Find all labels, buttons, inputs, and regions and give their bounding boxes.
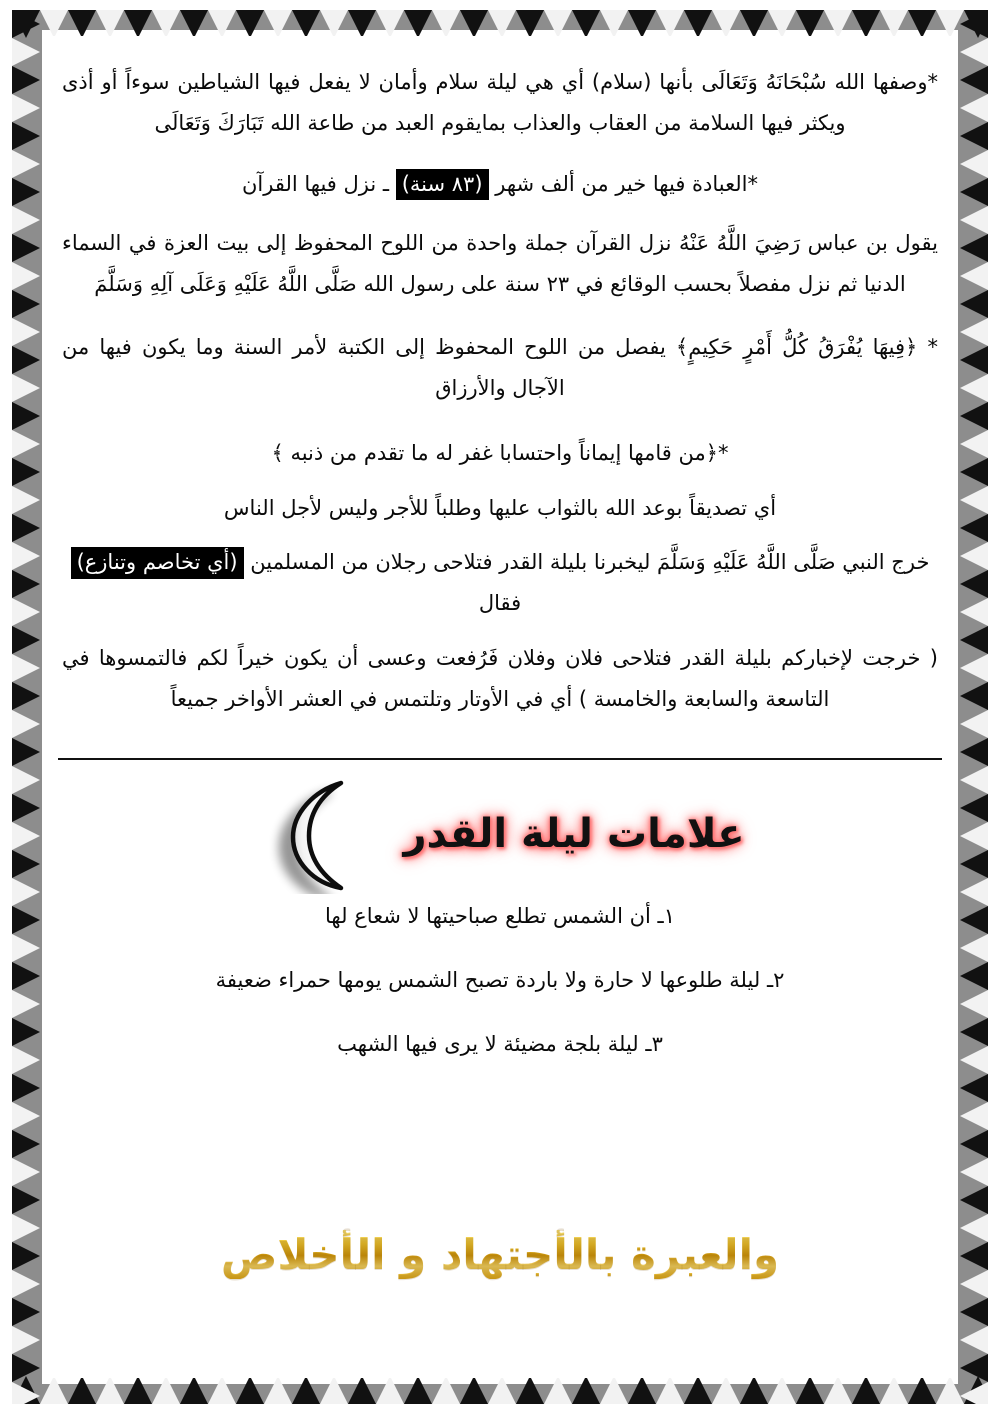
border-triangle: [12, 1046, 40, 1074]
border-triangle: [12, 542, 40, 570]
border-triangle: [12, 514, 40, 542]
border-triangle: [628, 10, 656, 38]
border-triangle: [12, 318, 40, 346]
border-triangle: [208, 1376, 236, 1404]
border-triangle: [572, 1376, 600, 1404]
border-triangle: [488, 10, 516, 38]
crescent-moon-svg: [255, 774, 375, 894]
border-triangle: [960, 794, 988, 822]
border-triangle: [960, 682, 988, 710]
border-triangle: [960, 654, 988, 682]
border-triangle: [124, 1376, 152, 1404]
paragraph-6-text: أي تصديقاً بوعد الله بالثواب عليها وطلباً للأجر وليس لأجل الناس: [223, 495, 777, 520]
border-triangle: [12, 346, 40, 374]
border-triangle: [960, 234, 988, 262]
border-triangle: [12, 1298, 40, 1326]
list-item: [48, 904, 952, 928]
border-triangle: [68, 1376, 96, 1404]
border-triangle: [12, 962, 40, 990]
border-triangle: [12, 458, 40, 486]
border-triangle: [12, 626, 40, 654]
border-triangle: [488, 1376, 516, 1404]
border-triangle: [12, 66, 40, 94]
border-triangle: [824, 1376, 852, 1404]
border-triangle: [12, 374, 40, 402]
border-triangle: [712, 10, 740, 38]
border-triangle: [12, 1354, 40, 1382]
border-triangle: [960, 934, 988, 962]
border-triangle: [960, 878, 988, 906]
border-triangle: [208, 10, 236, 38]
border-triangle: [264, 10, 292, 38]
paragraph-1-text: *وصفها الله سُبْحَانَهُ وَتَعَالَى بأنها (سلام) أي هي ليلة سلام وأمان لا يفعل فيها الشياطين سوءاً أو أذى ويكثر فيها السلامة من العقاب والعذاب بمايقوم العبد من طاعة الله تَبَارَكَ وَتَعَالَى: [62, 70, 938, 135]
border-triangle: [96, 1376, 124, 1404]
border-triangle: [740, 10, 768, 38]
border-triangle: [960, 514, 988, 542]
border-triangles-left: [12, 10, 42, 1404]
list-item-marker-3: ٣ـ: [645, 1032, 663, 1056]
border-triangle: [628, 1376, 656, 1404]
border-triangle: [960, 710, 988, 738]
border-triangle: [960, 290, 988, 318]
border-triangle: [12, 1130, 40, 1158]
border-triangle: [960, 430, 988, 458]
border-triangle: [960, 990, 988, 1018]
border-triangle: [96, 10, 124, 38]
highlight-box-dispute: (أي تخاصم وتنازع): [71, 547, 244, 578]
border-triangle: [12, 10, 40, 38]
border-triangle: [960, 1046, 988, 1074]
border-triangle: [960, 906, 988, 934]
border-triangle: [12, 710, 40, 738]
signs-list: [48, 904, 952, 1096]
border-triangle: [960, 402, 988, 430]
border-triangle: [460, 10, 488, 38]
border-triangle: [12, 794, 40, 822]
list-item: [48, 1032, 952, 1056]
border-triangle: [796, 1376, 824, 1404]
border-triangle: [960, 626, 988, 654]
section-title: علامات ليلة القدر: [403, 811, 745, 857]
border-triangle: [960, 962, 988, 990]
border-triangle: [320, 10, 348, 38]
border-triangle: [960, 318, 988, 346]
list-item-text-2: ليلة طلوعها لا حارة ولا باردة تصبح الشمس يومها حمراء ضعيفة: [215, 968, 761, 992]
border-triangle: [12, 122, 40, 150]
border-triangle: [320, 1376, 348, 1404]
border-triangle: [12, 850, 40, 878]
border-triangle: [960, 486, 988, 514]
border-triangle: [960, 38, 988, 66]
border-triangle: [960, 1018, 988, 1046]
border-triangle: [960, 1298, 988, 1326]
border-triangle: [880, 10, 908, 38]
border-triangle: [960, 598, 988, 626]
border-triangle: [960, 66, 988, 94]
border-triangle: [960, 822, 988, 850]
border-triangle: [12, 822, 40, 850]
border-triangle: [960, 1326, 988, 1354]
border-triangles-right: [958, 10, 988, 1404]
border-triangle: [236, 10, 264, 38]
border-triangle: [376, 10, 404, 38]
border-triangle: [824, 10, 852, 38]
border-triangle: [40, 10, 68, 38]
border-triangle: [12, 486, 40, 514]
highlight-box-83-years: (٨٣ سنة): [396, 169, 489, 200]
border-triangle: [12, 990, 40, 1018]
border-triangle: [12, 1242, 40, 1270]
border-triangle: [960, 1102, 988, 1130]
border-triangle: [12, 738, 40, 766]
border-triangle: [460, 1376, 488, 1404]
border-triangle: [960, 1074, 988, 1102]
border-triangle: [960, 374, 988, 402]
paragraph-1: [48, 62, 952, 144]
paragraph-4-text: * ﴿فِيهَا يُفْرَقُ كُلُّ أَمْرٍ حَكِيمٍ﴾ يفصل من اللوح المحفوظ إلى الكتبة لأمر السنة وما يكون فيها من الآجال والأرزاق: [62, 334, 938, 400]
border-triangle: [544, 10, 572, 38]
list-item-text-3: ليلة بلجة مضيئة لا يرى فيها الشهب: [337, 1032, 639, 1056]
border-triangle: [960, 1130, 988, 1158]
border-triangle: [12, 262, 40, 290]
border-triangle: [68, 10, 96, 38]
border-triangle: [960, 1382, 988, 1404]
border-triangle: [656, 1376, 684, 1404]
border-triangle: [908, 10, 936, 38]
border-triangle: [12, 94, 40, 122]
paragraph-5: [48, 433, 952, 474]
border-triangle: [12, 934, 40, 962]
border-triangle: [852, 10, 880, 38]
border-triangle: [516, 10, 544, 38]
border-triangle: [740, 1376, 768, 1404]
border-triangle: [12, 1158, 40, 1186]
border-triangle: [376, 1376, 404, 1404]
paragraph-3: [48, 223, 952, 305]
border-triangle: [684, 1376, 712, 1404]
border-triangle: [12, 682, 40, 710]
border-triangle: [960, 150, 988, 178]
border-triangle: [960, 178, 988, 206]
section-heading-band: [48, 774, 952, 894]
border-triangle: [960, 738, 988, 766]
border-triangle: [12, 38, 40, 66]
border-triangle: [960, 262, 988, 290]
border-triangle: [12, 1270, 40, 1298]
border-triangle: [348, 1376, 376, 1404]
paragraph-3-text: يقول بن عباس رَضِيَ اللَّهُ عَنْهُ نزل القرآن جملة واحدة من اللوح المحفوظ إلى بيت العزة في السماء الدنيا ثم نزل مفصلاً بحسب الوقائع في ٢٣ سنة على رسول الله صَلَّى اللَّهُ عَلَيْهِ وَعَلَى آلِهِ وَسَلَّمَ: [62, 230, 938, 296]
border-triangle: [960, 850, 988, 878]
document-content: [48, 36, 952, 1378]
paragraph-2: [48, 164, 952, 205]
border-triangle: [12, 766, 40, 794]
border-triangle: [12, 906, 40, 934]
paragraph-2-text-before: *العبادة فيها خير من ألف شهر: [495, 171, 758, 196]
border-triangle: [432, 1376, 460, 1404]
border-triangle: [960, 94, 988, 122]
border-triangle: [960, 1186, 988, 1214]
border-triangle: [600, 10, 628, 38]
paragraph-7: [48, 542, 952, 624]
list-item: [48, 968, 952, 992]
border-triangle: [960, 1354, 988, 1382]
border-triangle: [960, 1158, 988, 1186]
border-triangles-bottom: [12, 1374, 988, 1404]
border-triangle: [264, 1376, 292, 1404]
border-triangle: [180, 10, 208, 38]
border-triangle: [12, 178, 40, 206]
border-triangle: [656, 10, 684, 38]
border-triangle: [960, 766, 988, 794]
border-triangle: [908, 1376, 936, 1404]
section-divider: [58, 758, 942, 760]
border-triangle: [960, 458, 988, 486]
border-triangle: [960, 122, 988, 150]
border-triangle: [12, 402, 40, 430]
border-triangle: [12, 570, 40, 598]
border-triangle: [600, 1376, 628, 1404]
border-triangle: [712, 1376, 740, 1404]
border-triangle: [292, 10, 320, 38]
list-item-marker-1: ١ـ: [657, 904, 675, 928]
border-triangle: [180, 1376, 208, 1404]
border-triangle: [960, 1270, 988, 1298]
footer-motto: والعبرة بالأجتهاد و الأخلاص: [48, 1230, 952, 1279]
border-triangle: [544, 1376, 572, 1404]
border-triangle: [12, 654, 40, 682]
border-triangle: [960, 346, 988, 374]
border-triangle: [960, 1214, 988, 1242]
border-triangle: [960, 206, 988, 234]
border-triangle: [12, 234, 40, 262]
border-triangle: [404, 1376, 432, 1404]
paragraph-2-text-after: ـ نزل فيها القرآن: [242, 171, 390, 196]
border-triangle: [12, 206, 40, 234]
border-triangle: [152, 10, 180, 38]
paragraph-5-text: *﴿من قامها إيماناً واحتسابا غفر له ما تقدم من ذنبه ﴾: [271, 440, 729, 465]
border-triangle: [768, 10, 796, 38]
border-triangle: [852, 1376, 880, 1404]
paragraph-7-text-after: فقال: [478, 591, 522, 616]
paragraph-6: [48, 488, 952, 529]
border-triangle: [432, 10, 460, 38]
list-item-marker-2: ٢ـ: [766, 968, 785, 992]
border-triangle: [12, 1018, 40, 1046]
border-triangle: [348, 10, 376, 38]
border-triangle: [12, 1382, 40, 1404]
border-triangle: [516, 1376, 544, 1404]
border-triangle: [796, 10, 824, 38]
border-triangle: [40, 1376, 68, 1404]
border-triangle: [12, 878, 40, 906]
border-triangle: [12, 598, 40, 626]
border-triangle: [572, 10, 600, 38]
border-triangle: [12, 430, 40, 458]
border-triangle: [12, 1102, 40, 1130]
border-triangle: [404, 10, 432, 38]
border-triangle: [960, 570, 988, 598]
border-triangle: [960, 1242, 988, 1270]
paragraph-7-text-before: خرج النبي صَلَّى اللَّهُ عَلَيْهِ وَسَلَّمَ ليخبرنا بليلة القدر فتلاحى رجلان من المسلمين: [250, 550, 930, 575]
paragraph-8-text: ( خرجت لإخباركم بليلة القدر فتلاحى فلان وفلان فَرُفعت وعسى أن يكون خيراً لكم فالتمسوها في التاسعة والسابعة والخامسة ) أي في الأوتار وتلتمس في العشر الأواخر جميعاً: [62, 646, 938, 712]
border-triangle: [236, 1376, 264, 1404]
border-triangle: [12, 1326, 40, 1354]
border-triangle: [152, 1376, 180, 1404]
crescent-moon-icon: [255, 774, 375, 894]
list-item-text-1: أن الشمس تطلع صباحيتها لا شعاع لها: [325, 904, 651, 928]
border-triangle: [12, 290, 40, 318]
border-triangle: [292, 1376, 320, 1404]
border-triangle: [960, 542, 988, 570]
border-triangle: [768, 1376, 796, 1404]
border-triangle: [880, 1376, 908, 1404]
border-triangle: [124, 10, 152, 38]
paragraph-8: [48, 638, 952, 720]
border-triangle: [12, 1214, 40, 1242]
border-triangle: [12, 150, 40, 178]
border-triangle: [12, 1074, 40, 1102]
border-triangle: [12, 1186, 40, 1214]
paragraph-4: [48, 327, 952, 409]
border-triangle: [960, 10, 988, 38]
border-triangle: [684, 10, 712, 38]
